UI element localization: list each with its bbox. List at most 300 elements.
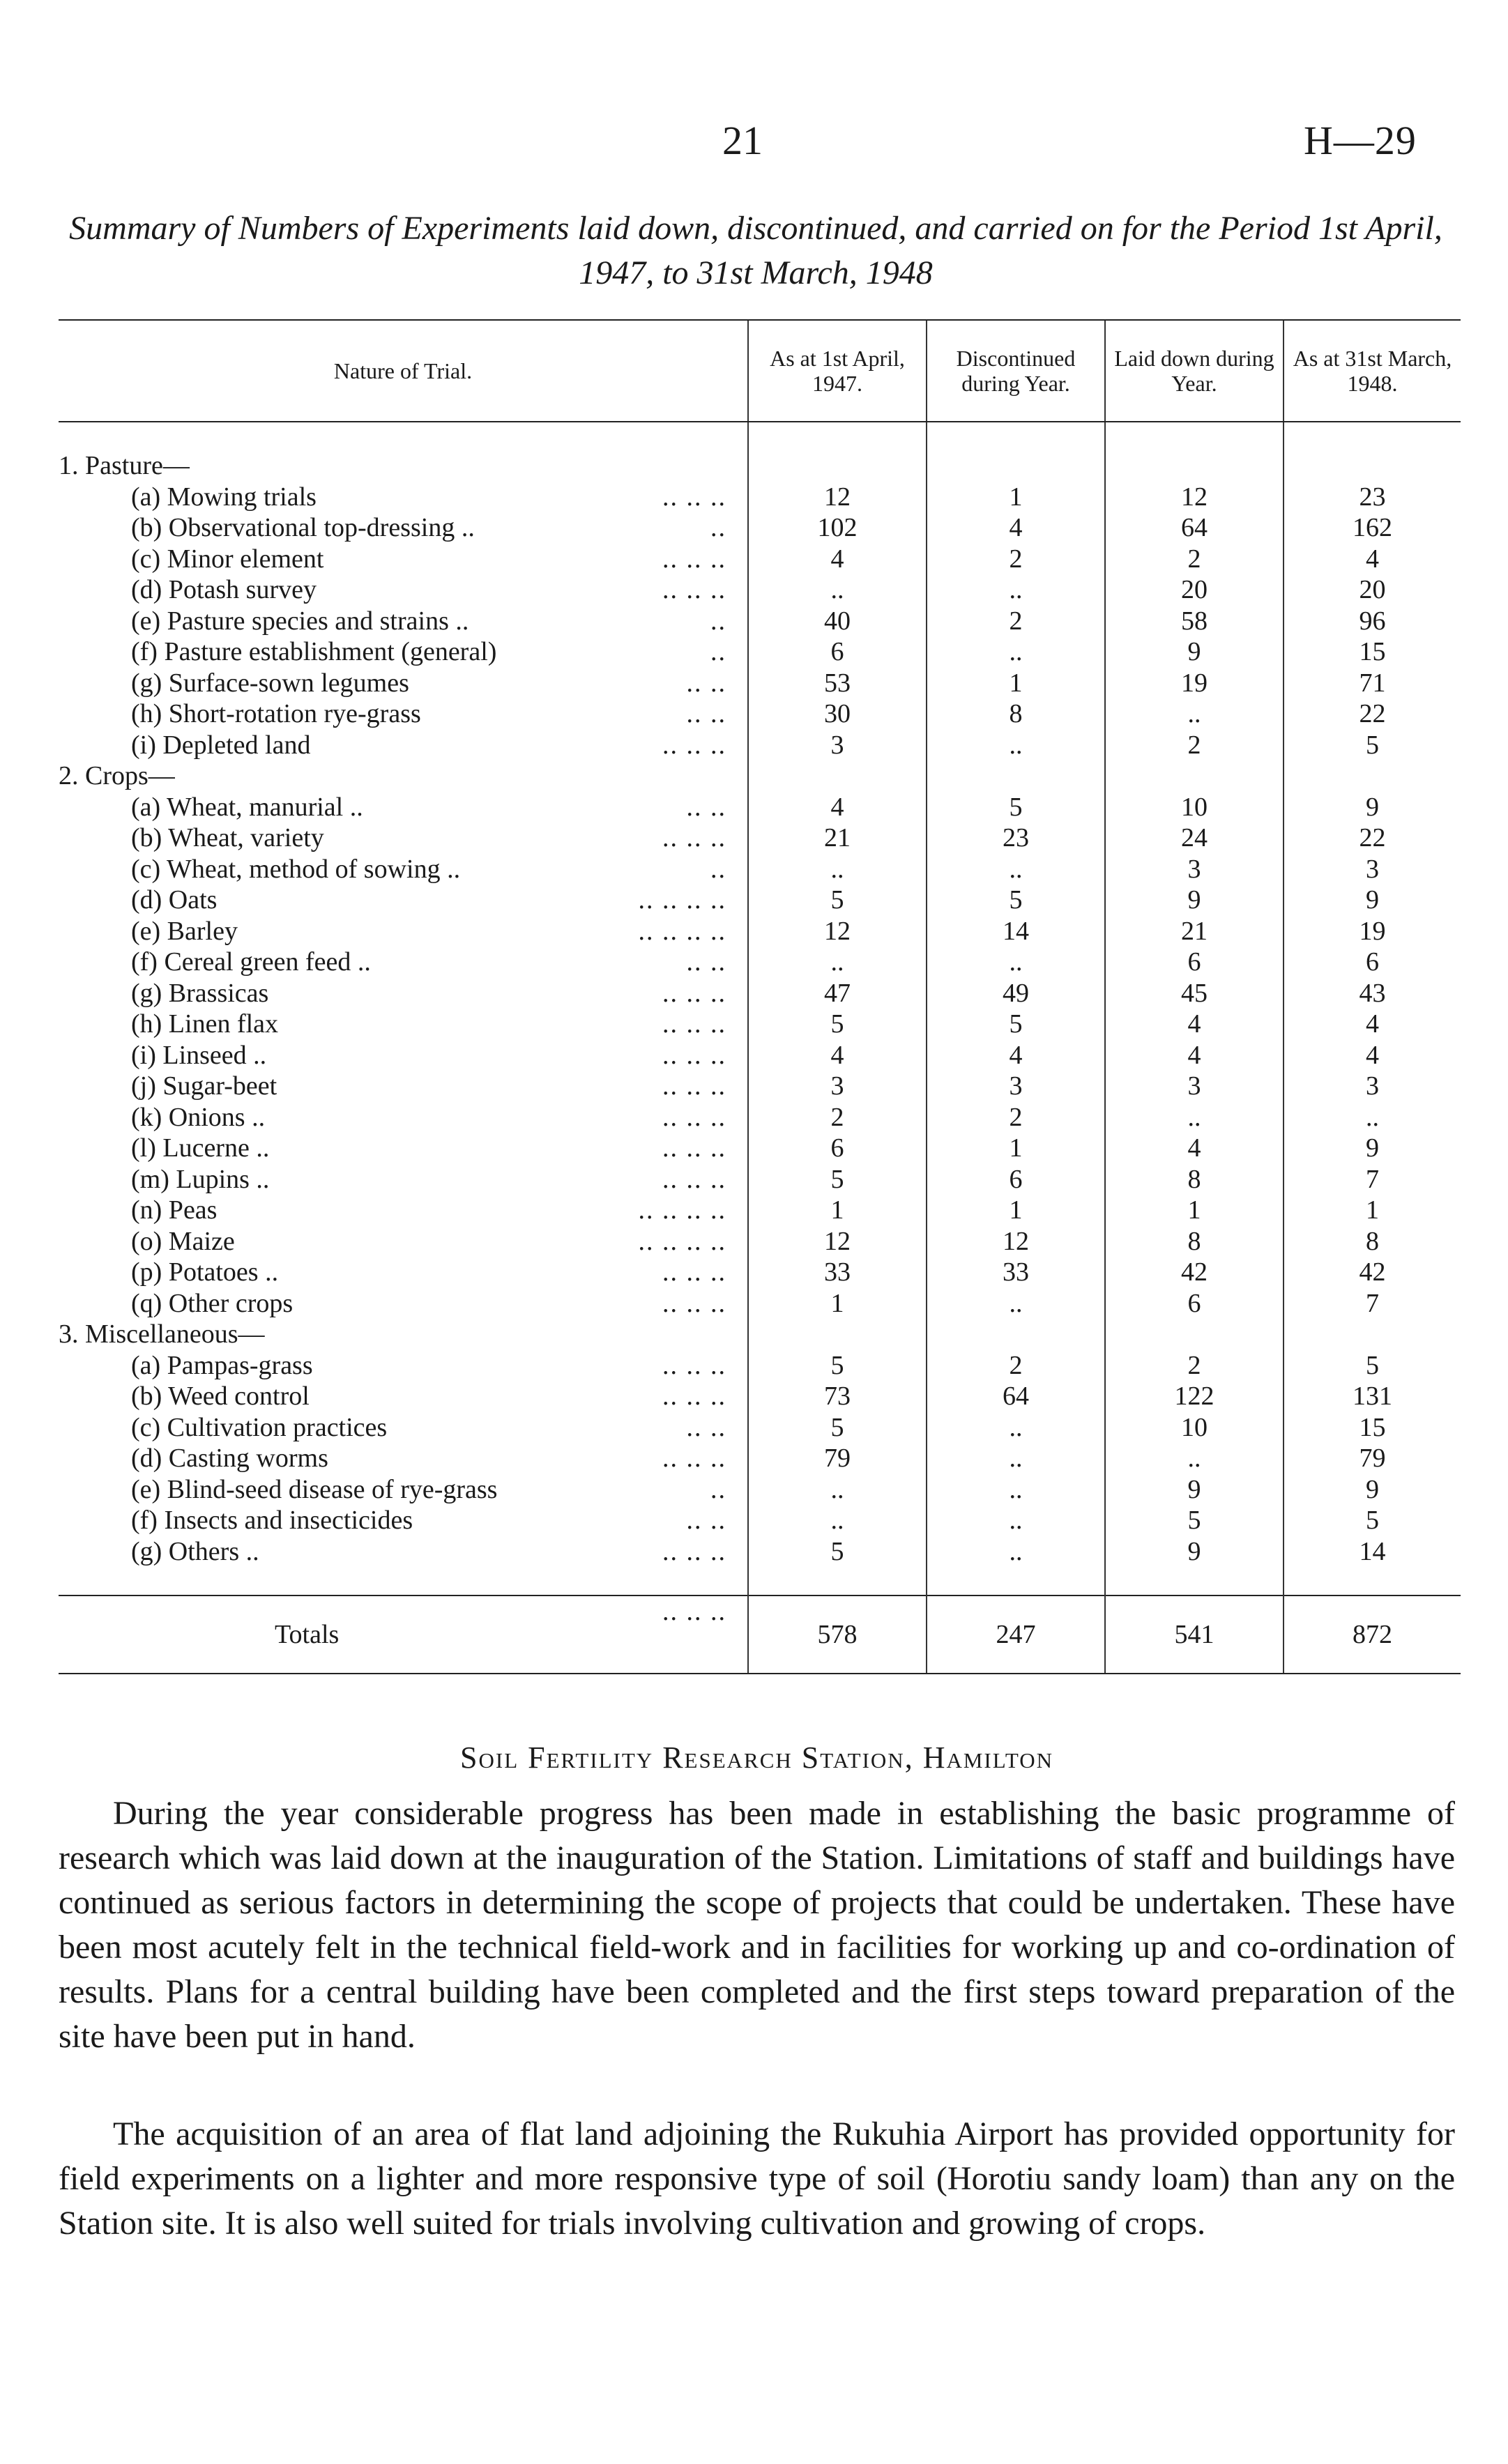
- dot-leader: .. .. .. ..: [638, 916, 726, 946]
- value-at-start: 4: [748, 544, 927, 575]
- section-heading-row: [59, 450, 1461, 482]
- value-laid-down: 1: [1105, 1195, 1284, 1226]
- value-discontinued: ..: [927, 1412, 1105, 1444]
- document-reference: H—29: [1304, 118, 1417, 163]
- value-at-end: 15: [1284, 636, 1461, 668]
- dot-leader: .. .. ..: [662, 1444, 726, 1473]
- value-laid-down: 21: [1105, 916, 1284, 947]
- section-label: [59, 450, 748, 482]
- table-row: [59, 668, 1461, 699]
- value-at-end: 71: [1284, 668, 1461, 699]
- trial-name: [59, 730, 748, 761]
- table-row: [59, 1133, 1461, 1164]
- row-label: (k) Onions ..: [131, 1102, 266, 1132]
- dot-leader: .. .. ..: [662, 1382, 726, 1411]
- dot-leader: .. .. ..: [662, 1257, 726, 1287]
- table-row: [59, 606, 1461, 637]
- empty-cell: [748, 450, 927, 482]
- value-at-end: 19: [1284, 916, 1461, 947]
- value-at-end: 5: [1284, 730, 1461, 761]
- dot-leader: .. .. ..: [662, 544, 726, 574]
- value-at-start: 5: [748, 1412, 927, 1444]
- row-label: (n) Peas: [131, 1195, 218, 1225]
- value-discontinued: 1: [927, 482, 1105, 513]
- table-row: [59, 1040, 1461, 1071]
- section-heading-row: [59, 760, 1461, 792]
- value-at-end: 3: [1284, 854, 1461, 885]
- trial-name: [59, 822, 748, 854]
- value-at-start: 4: [748, 1040, 927, 1071]
- value-laid-down: 9: [1105, 1474, 1284, 1506]
- trial-name: [59, 574, 748, 606]
- empty-cell: [1105, 760, 1284, 792]
- row-label: Totals: [275, 1619, 340, 1649]
- value-discontinued: 1: [927, 668, 1105, 699]
- value-at-end: 43: [1284, 978, 1461, 1009]
- value-discontinued: ..: [927, 947, 1105, 978]
- table-row: [59, 854, 1461, 885]
- row-label: 1. Pasture—: [59, 451, 190, 480]
- dot-leader: .. ..: [686, 668, 726, 698]
- value-at-start: 30: [748, 698, 927, 730]
- dot-leader: .. .. ..: [662, 1536, 726, 1566]
- value-laid-down: 6: [1105, 1288, 1284, 1319]
- value-laid-down: 58: [1105, 606, 1284, 637]
- value-laid-down: 64: [1105, 512, 1284, 544]
- trial-name: [59, 544, 748, 575]
- value-discontinued: 2: [927, 544, 1105, 575]
- dot-leader: .. ..: [686, 792, 726, 822]
- value-laid-down: 4: [1105, 1009, 1284, 1040]
- value-at-end: 20: [1284, 574, 1461, 606]
- dot-leader: .. .. ..: [662, 1288, 726, 1318]
- row-label: (l) Lucerne ..: [131, 1133, 270, 1163]
- trial-name: [59, 854, 748, 885]
- value-at-end: 8: [1284, 1226, 1461, 1257]
- dot-leader: ..: [710, 854, 726, 884]
- row-label: (b) Weed control: [131, 1382, 310, 1411]
- value-at-start: 12: [748, 1226, 927, 1257]
- value-at-end: 15: [1284, 1412, 1461, 1444]
- value-laid-down: 5: [1105, 1505, 1284, 1536]
- value-discontinued: 1: [927, 1133, 1105, 1164]
- dot-leader: ..: [710, 606, 726, 636]
- value-discontinued: 5: [927, 885, 1105, 916]
- table-row: [59, 1536, 1461, 1568]
- empty-cell: [1284, 1319, 1461, 1350]
- value-at-start: 5: [748, 1536, 927, 1568]
- value-discontinued: 64: [927, 1381, 1105, 1412]
- value-discontinued: 5: [927, 1009, 1105, 1040]
- row-label: (e) Blind-seed disease of rye-grass: [131, 1474, 498, 1504]
- value-at-start: 73: [748, 1381, 927, 1412]
- row-label: (i) Depleted land: [131, 730, 311, 760]
- row-label: (e) Barley: [131, 916, 238, 946]
- value-discontinued: 5: [927, 792, 1105, 823]
- trial-name: [59, 1195, 748, 1226]
- value-at-start: 5: [748, 1350, 927, 1382]
- value-at-end: 5: [1284, 1505, 1461, 1536]
- value-discontinued: 3: [927, 1071, 1105, 1102]
- value-discontinued: 49: [927, 978, 1105, 1009]
- dot-leader: ..: [710, 1474, 726, 1504]
- column-header-at-start: As at 1st April, 1947.: [748, 320, 927, 422]
- table-row: [59, 978, 1461, 1009]
- dot-leader: .. .. ..: [662, 1164, 726, 1194]
- row-label: (a) Mowing trials: [131, 482, 317, 512]
- total-value-laid-down: 541: [1105, 1596, 1284, 1674]
- value-laid-down: 42: [1105, 1257, 1284, 1288]
- value-at-end: 9: [1284, 885, 1461, 916]
- row-label: (f) Cereal green feed ..: [131, 947, 371, 977]
- totals-label: [59, 1596, 748, 1674]
- dot-leader: .. ..: [686, 1506, 726, 1535]
- trial-name: [59, 1381, 748, 1412]
- row-label: (j) Sugar-beet: [131, 1071, 277, 1101]
- value-at-end: 162: [1284, 512, 1461, 544]
- value-laid-down: 12: [1105, 482, 1284, 513]
- dot-leader: .. .. ..: [662, 482, 726, 512]
- section-label: [59, 1319, 748, 1350]
- trial-name: [59, 636, 748, 668]
- paragraph-2: The acquisition of an area of flat land adjoining the Rukuhia Airport has provided opportunity for field experiments on a lighter and more responsive type of soil (Horotiu sandy loam) than any on the Station site. It is also well suited for trials involving cultivation and growing of crops.: [59, 2115, 1455, 2242]
- value-discontinued: ..: [927, 854, 1105, 885]
- row-label: (b) Wheat, variety: [131, 823, 324, 852]
- table-row: [59, 574, 1461, 606]
- value-laid-down: 3: [1105, 854, 1284, 885]
- value-laid-down: 4: [1105, 1040, 1284, 1071]
- table-row: [59, 1071, 1461, 1102]
- table-spacer-row: [59, 1567, 1461, 1596]
- value-at-end: 4: [1284, 1040, 1461, 1071]
- trial-name: [59, 1505, 748, 1536]
- table-row: [59, 1288, 1461, 1319]
- value-discontinued: ..: [927, 1443, 1105, 1474]
- value-at-start: 12: [748, 482, 927, 513]
- table-row: [59, 885, 1461, 916]
- value-at-end: 22: [1284, 698, 1461, 730]
- value-at-start: 102: [748, 512, 927, 544]
- value-at-end: 4: [1284, 544, 1461, 575]
- total-value-at-start: 578: [748, 1596, 927, 1674]
- row-label: (f) Pasture establishment (general): [131, 637, 497, 666]
- row-label: (f) Insects and insecticides: [131, 1506, 413, 1535]
- value-at-end: 79: [1284, 1443, 1461, 1474]
- dot-leader: .. .. .. ..: [638, 1195, 726, 1225]
- trial-name: [59, 1257, 748, 1288]
- value-at-start: 3: [748, 730, 927, 761]
- table-row: [59, 1009, 1461, 1040]
- table-body: [59, 422, 1461, 1674]
- value-at-start: 53: [748, 668, 927, 699]
- value-at-end: 9: [1284, 1474, 1461, 1506]
- table-row: [59, 1412, 1461, 1444]
- value-at-end: 131: [1284, 1381, 1461, 1412]
- value-discontinued: ..: [927, 1505, 1105, 1536]
- table-row: [59, 1257, 1461, 1288]
- table-header-row: [59, 320, 1461, 422]
- value-laid-down: 122: [1105, 1381, 1284, 1412]
- row-label: (q) Other crops: [131, 1288, 294, 1318]
- row-label: (p) Potatoes ..: [131, 1257, 279, 1287]
- table-title: Summary of Numbers of Experiments laid down, discontinued, and carried on for the Period 1st April, 1947, to 31st March, 1948: [69, 210, 1442, 291]
- value-laid-down: ..: [1105, 1102, 1284, 1133]
- experiments-summary-table: [59, 319, 1461, 1674]
- trial-name: [59, 1133, 748, 1164]
- trial-name: [59, 1226, 748, 1257]
- value-laid-down: 10: [1105, 1412, 1284, 1444]
- value-at-end: 96: [1284, 606, 1461, 637]
- table-row: [59, 916, 1461, 947]
- trial-name: [59, 916, 748, 947]
- dot-leader: .. ..: [686, 1412, 726, 1442]
- value-at-end: 6: [1284, 947, 1461, 978]
- totals-row: [59, 1596, 1461, 1674]
- value-discontinued: 2: [927, 1350, 1105, 1382]
- value-laid-down: 8: [1105, 1226, 1284, 1257]
- value-discontinued: 1: [927, 1195, 1105, 1226]
- dot-leader: ..: [710, 637, 726, 666]
- value-at-start: 5: [748, 1164, 927, 1195]
- table-row: [59, 1505, 1461, 1536]
- value-laid-down: ..: [1105, 698, 1284, 730]
- trial-name: [59, 1536, 748, 1568]
- column-header-laid-down: Laid down during Year.: [1105, 320, 1284, 422]
- value-at-start: ..: [748, 854, 927, 885]
- empty-cell: [927, 1319, 1105, 1350]
- trial-name: [59, 978, 748, 1009]
- row-label: (c) Cultivation practices: [131, 1412, 388, 1442]
- section-heading-row: [59, 1319, 1461, 1350]
- dot-leader: .. .. ..: [662, 1350, 726, 1380]
- table-row: [59, 544, 1461, 575]
- table-row: [59, 1443, 1461, 1474]
- table-row: [59, 1381, 1461, 1412]
- value-at-end: 3: [1284, 1071, 1461, 1102]
- empty-cell: [1284, 450, 1461, 482]
- trial-name: [59, 1040, 748, 1071]
- row-label: (b) Observational top-dressing ..: [131, 513, 475, 542]
- row-label: (a) Wheat, manurial ..: [131, 792, 363, 822]
- empty-cell: [1105, 450, 1284, 482]
- table-row: [59, 636, 1461, 668]
- value-at-end: 42: [1284, 1257, 1461, 1288]
- value-discontinued: ..: [927, 1536, 1105, 1568]
- value-laid-down: 2: [1105, 544, 1284, 575]
- value-at-end: 7: [1284, 1288, 1461, 1319]
- value-laid-down: 9: [1105, 636, 1284, 668]
- value-discontinued: 2: [927, 606, 1105, 637]
- trial-name: [59, 1164, 748, 1195]
- value-laid-down: 3: [1105, 1071, 1284, 1102]
- value-at-start: ..: [748, 947, 927, 978]
- dot-leader: .. .. ..: [662, 730, 726, 760]
- row-label: (m) Lupins ..: [131, 1164, 270, 1194]
- trial-name: [59, 606, 748, 637]
- row-label: (o) Maize: [131, 1226, 235, 1256]
- value-at-start: 1: [748, 1195, 927, 1226]
- total-value-discontinued: 247: [927, 1596, 1105, 1674]
- dot-leader: .. ..: [686, 699, 726, 728]
- value-at-start: 4: [748, 792, 927, 823]
- trial-name: [59, 698, 748, 730]
- trial-name: [59, 1474, 748, 1506]
- table-row: [59, 1350, 1461, 1382]
- value-discontinued: ..: [927, 1474, 1105, 1506]
- row-label: (h) Linen flax: [131, 1009, 279, 1039]
- column-header-at-end: As at 31st March, 1948.: [1284, 320, 1461, 422]
- row-label: (d) Potash survey: [131, 575, 317, 604]
- dot-leader: .. .. ..: [662, 575, 726, 604]
- dot-leader: .. .. ..: [662, 1597, 726, 1626]
- table-row: [59, 1195, 1461, 1226]
- value-laid-down: 6: [1105, 947, 1284, 978]
- value-at-start: 5: [748, 885, 927, 916]
- dot-leader: .. .. ..: [662, 1071, 726, 1101]
- table-spacer-row: [59, 422, 1461, 450]
- value-at-end: 1: [1284, 1195, 1461, 1226]
- trial-name: [59, 792, 748, 823]
- row-label: (d) Casting worms: [131, 1444, 328, 1473]
- value-at-end: 22: [1284, 822, 1461, 854]
- value-laid-down: ..: [1105, 1443, 1284, 1474]
- row-label: (c) Minor element: [131, 544, 324, 574]
- trial-name: [59, 1009, 748, 1040]
- table-row: [59, 822, 1461, 854]
- empty-cell: [748, 1319, 927, 1350]
- table-row: [59, 512, 1461, 544]
- trial-name: [59, 482, 748, 513]
- dot-leader: .. .. ..: [662, 1102, 726, 1132]
- empty-cell: [748, 760, 927, 792]
- value-at-start: ..: [748, 574, 927, 606]
- row-label: (c) Wheat, method of sowing ..: [131, 854, 461, 884]
- value-laid-down: 24: [1105, 822, 1284, 854]
- value-at-start: 79: [748, 1443, 927, 1474]
- row-label: (i) Linseed ..: [131, 1040, 267, 1070]
- value-at-start: ..: [748, 1474, 927, 1506]
- empty-cell: [1284, 760, 1461, 792]
- dot-leader: .. ..: [686, 947, 726, 977]
- value-at-start: 2: [748, 1102, 927, 1133]
- row-label: (g) Surface-sown legumes: [131, 668, 409, 698]
- section-heading: Soil Fertility Research Station, Hamilton: [460, 1740, 1053, 1775]
- row-label: (d) Oats: [131, 885, 218, 915]
- dot-leader: .. .. ..: [662, 1009, 726, 1039]
- table-row: [59, 1474, 1461, 1506]
- value-at-end: 9: [1284, 1133, 1461, 1164]
- value-discontinued: 6: [927, 1164, 1105, 1195]
- row-label: (h) Short-rotation rye-grass: [131, 699, 421, 728]
- value-discontinued: 4: [927, 1040, 1105, 1071]
- trial-name: [59, 1071, 748, 1102]
- value-discontinued: 33: [927, 1257, 1105, 1288]
- row-label: 3. Miscellaneous—: [59, 1319, 265, 1349]
- table-row: [59, 792, 1461, 823]
- trial-name: [59, 947, 748, 978]
- value-discontinued: 2: [927, 1102, 1105, 1133]
- value-laid-down: 9: [1105, 1536, 1284, 1568]
- value-discontinued: ..: [927, 730, 1105, 761]
- value-laid-down: 2: [1105, 1350, 1284, 1382]
- dot-leader: ..: [710, 513, 726, 542]
- value-laid-down: 10: [1105, 792, 1284, 823]
- value-discontinued: ..: [927, 574, 1105, 606]
- trial-name: [59, 1102, 748, 1133]
- value-laid-down: 20: [1105, 574, 1284, 606]
- dot-leader: .. .. ..: [662, 1040, 726, 1070]
- table-row: [59, 730, 1461, 761]
- dot-leader: .. .. ..: [662, 823, 726, 852]
- row-label: (g) Brassicas: [131, 978, 269, 1008]
- value-at-start: 6: [748, 1133, 927, 1164]
- value-discontinued: ..: [927, 636, 1105, 668]
- trial-name: [59, 1412, 748, 1444]
- table-row: [59, 698, 1461, 730]
- value-at-end: 14: [1284, 1536, 1461, 1568]
- value-at-start: 40: [748, 606, 927, 637]
- column-header-discontinued: Discontinued during Year.: [927, 320, 1105, 422]
- value-discontinued: 12: [927, 1226, 1105, 1257]
- trial-name: [59, 1350, 748, 1382]
- total-value-at-end: 872: [1284, 1596, 1461, 1674]
- table-row: [59, 482, 1461, 513]
- dot-leader: .. .. .. ..: [638, 1226, 726, 1256]
- value-discontinued: 14: [927, 916, 1105, 947]
- row-label: (e) Pasture species and strains ..: [131, 606, 469, 636]
- section-label: [59, 760, 748, 792]
- empty-cell: [927, 760, 1105, 792]
- paragraph-1: During the year considerable progress has been made in establishing the basic programme of research which was laid down at the inauguration of the Station. Limitations of staff and buildings have continued as serious factors in determining the scope of projects that could be undertaken. These have been most acutely felt in the technical field-work and in facilities for working up and co-ordination of results. Plans for a central building have been completed and the first steps toward preparation of the site have been put in hand.: [59, 1795, 1455, 2055]
- value-laid-down: 45: [1105, 978, 1284, 1009]
- value-laid-down: 19: [1105, 668, 1284, 699]
- value-at-start: 5: [748, 1009, 927, 1040]
- value-discontinued: 4: [927, 512, 1105, 544]
- value-at-end: 5: [1284, 1350, 1461, 1382]
- trial-name: [59, 1443, 748, 1474]
- value-at-start: 33: [748, 1257, 927, 1288]
- value-discontinued: 23: [927, 822, 1105, 854]
- value-laid-down: 8: [1105, 1164, 1284, 1195]
- trial-name: [59, 885, 748, 916]
- dot-leader: .. .. .. ..: [638, 885, 726, 915]
- dot-leader: .. .. ..: [662, 978, 726, 1008]
- value-at-end: 9: [1284, 792, 1461, 823]
- value-at-end: ..: [1284, 1102, 1461, 1133]
- table-row: [59, 1226, 1461, 1257]
- trial-name: [59, 1288, 748, 1319]
- value-at-start: 47: [748, 978, 927, 1009]
- dot-leader: .. .. ..: [662, 1133, 726, 1163]
- row-label: (a) Pampas-grass: [131, 1350, 313, 1380]
- value-at-start: 21: [748, 822, 927, 854]
- trial-name: [59, 668, 748, 699]
- value-at-start: 1: [748, 1288, 927, 1319]
- trial-name: [59, 512, 748, 544]
- value-at-start: 6: [748, 636, 927, 668]
- value-laid-down: 9: [1105, 885, 1284, 916]
- value-at-end: 4: [1284, 1009, 1461, 1040]
- value-laid-down: 2: [1105, 730, 1284, 761]
- table-row: [59, 1164, 1461, 1195]
- table-row: [59, 1102, 1461, 1133]
- value-at-end: 23: [1284, 482, 1461, 513]
- value-at-start: ..: [748, 1505, 927, 1536]
- value-at-start: 12: [748, 916, 927, 947]
- row-label: 2. Crops—: [59, 761, 175, 790]
- value-discontinued: 8: [927, 698, 1105, 730]
- value-at-end: 7: [1284, 1164, 1461, 1195]
